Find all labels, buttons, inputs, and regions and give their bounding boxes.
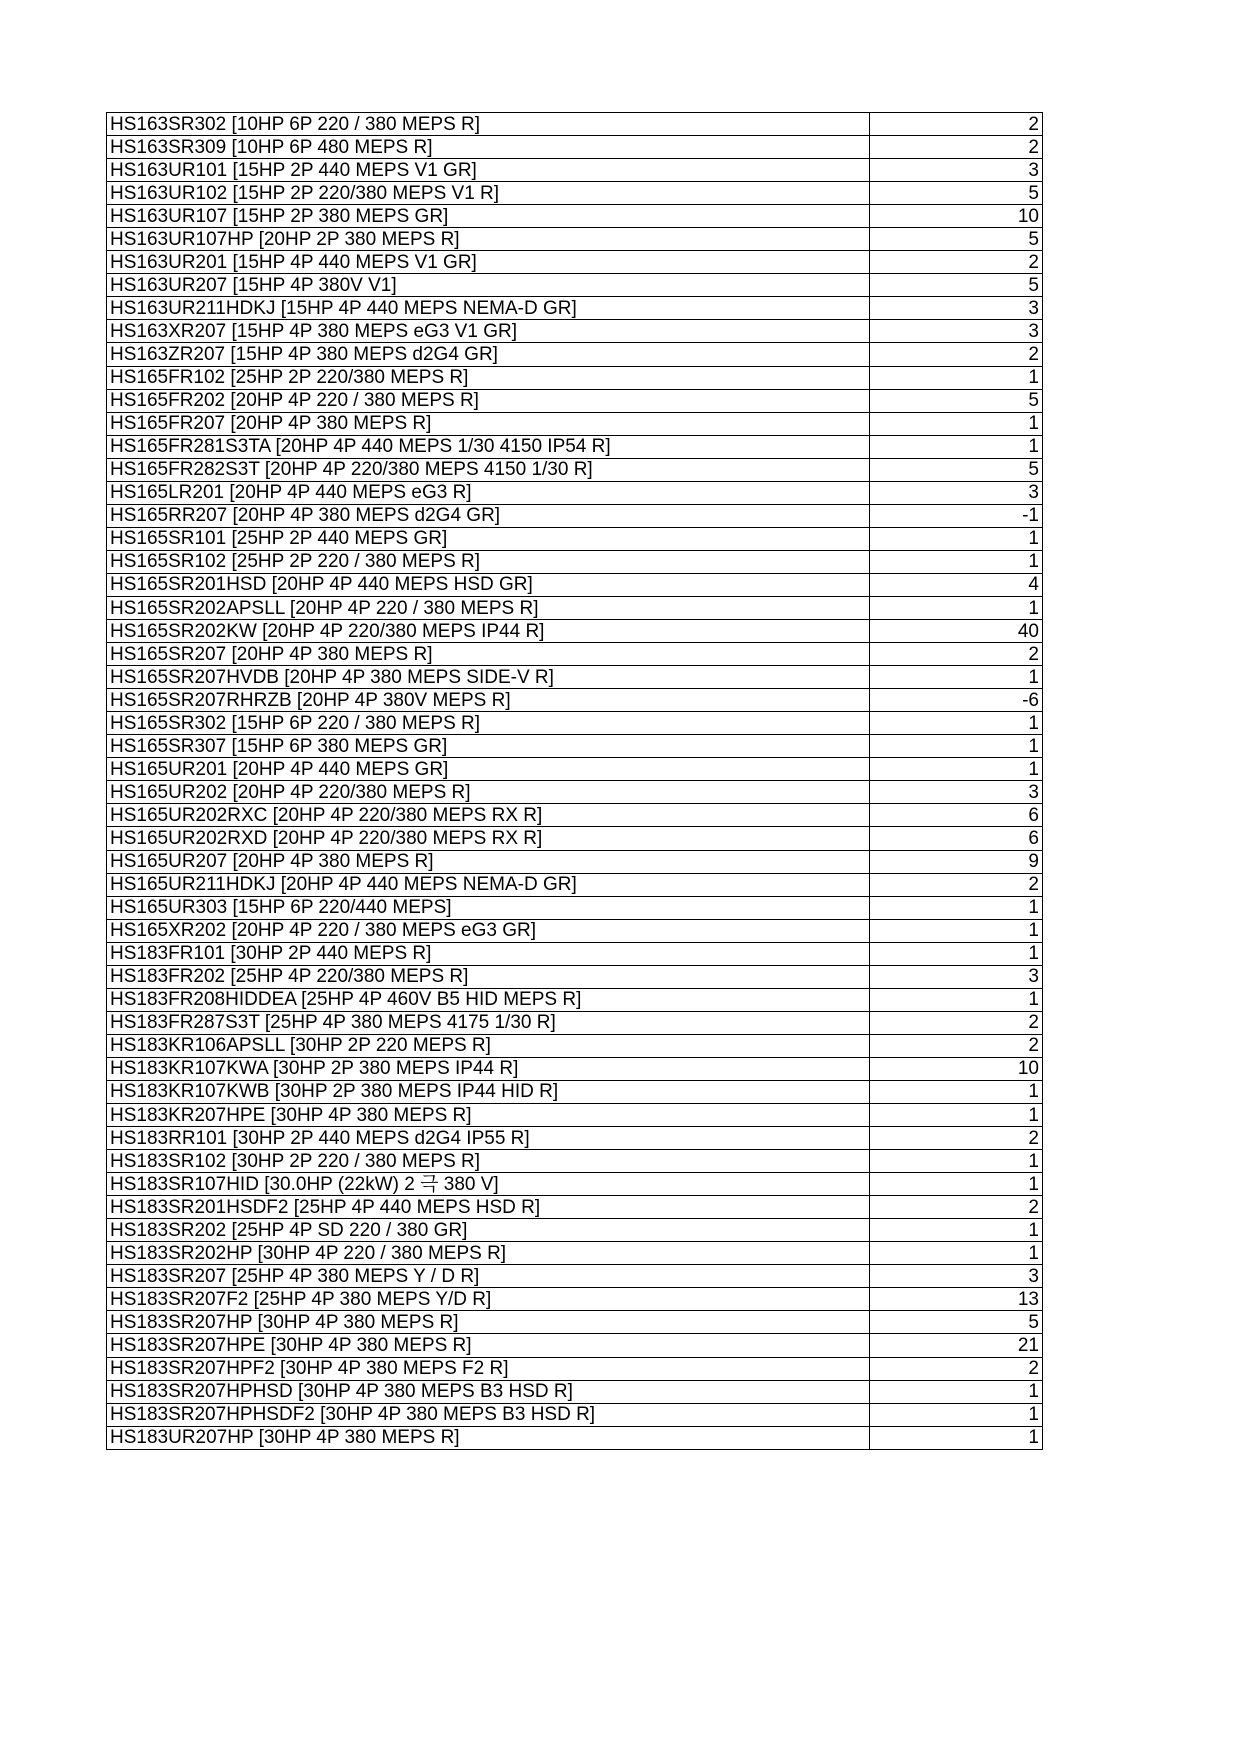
model-description-cell: HS183SR202HP [30HP 4P 220 / 380 MEPS R] xyxy=(107,1242,870,1265)
model-description-cell: HS165SR207HVDB [20HP 4P 380 MEPS SIDE-V R] xyxy=(107,666,870,689)
model-description-cell: HS183KR107KWB [30HP 2P 380 MEPS IP44 HID R] xyxy=(107,1080,870,1103)
quantity-cell: 5 xyxy=(870,458,1043,481)
table-row xyxy=(107,1127,1043,1150)
table-row xyxy=(107,735,1043,758)
table-row xyxy=(107,781,1043,804)
table-row xyxy=(107,965,1043,988)
table-row xyxy=(107,550,1043,573)
quantity-cell: -6 xyxy=(870,689,1043,712)
quantity-cell: 3 xyxy=(870,159,1043,182)
model-description-cell: HS165SR201HSD [20HP 4P 440 MEPS HSD GR] xyxy=(107,573,870,596)
table-row xyxy=(107,159,1043,182)
quantity-cell: 9 xyxy=(870,850,1043,873)
quantity-cell: 2 xyxy=(870,1196,1043,1219)
table-row xyxy=(107,758,1043,781)
model-description-cell: HS165UR202RXC [20HP 4P 220/380 MEPS RX R] xyxy=(107,804,870,827)
quantity-cell: 2 xyxy=(870,873,1043,896)
model-description-cell: HS183FR202 [25HP 4P 220/380 MEPS R] xyxy=(107,965,870,988)
table-row xyxy=(107,435,1043,458)
table-row xyxy=(107,412,1043,435)
quantity-cell: 1 xyxy=(870,1080,1043,1103)
table-row xyxy=(107,136,1043,159)
model-description-cell: HS163ZR207 [15HP 4P 380 MEPS d2G4 GR] xyxy=(107,343,870,366)
quantity-cell: 1 xyxy=(870,435,1043,458)
table-row xyxy=(107,228,1043,251)
model-description-cell: HS163UR211HDKJ [15HP 4P 440 MEPS NEMA-D GR] xyxy=(107,297,870,320)
model-description-cell: HS183FR101 [30HP 2P 440 MEPS R] xyxy=(107,942,870,965)
table-row xyxy=(107,527,1043,550)
model-description-cell: HS165FR207 [20HP 4P 380 MEPS R] xyxy=(107,412,870,435)
table-row xyxy=(107,1173,1043,1196)
table-row xyxy=(107,1311,1043,1334)
table-row xyxy=(107,1080,1043,1103)
table-row xyxy=(107,666,1043,689)
model-description-cell: HS165UR211HDKJ [20HP 4P 440 MEPS NEMA-D GR] xyxy=(107,873,870,896)
table-row xyxy=(107,712,1043,735)
quantity-cell: 5 xyxy=(870,228,1043,251)
quantity-cell: 5 xyxy=(870,1311,1043,1334)
table-row xyxy=(107,1242,1043,1265)
model-description-cell: HS165SR302 [15HP 6P 220 / 380 MEPS R] xyxy=(107,712,870,735)
model-description-cell: HS183KR207HPE [30HP 4P 380 MEPS R] xyxy=(107,1104,870,1127)
quantity-cell: 3 xyxy=(870,481,1043,504)
table-row xyxy=(107,988,1043,1011)
table-row xyxy=(107,1196,1043,1219)
table-row xyxy=(107,1334,1043,1357)
table-row xyxy=(107,919,1043,942)
quantity-cell: 1 xyxy=(870,919,1043,942)
model-description-cell: HS163UR207 [15HP 4P 380V V1] xyxy=(107,274,870,297)
table-row xyxy=(107,596,1043,619)
quantity-cell: 3 xyxy=(870,320,1043,343)
quantity-cell: 2 xyxy=(870,113,1043,136)
quantity-cell: 1 xyxy=(870,712,1043,735)
model-description-cell: HS163UR201 [15HP 4P 440 MEPS V1 GR] xyxy=(107,251,870,274)
quantity-cell: 5 xyxy=(870,274,1043,297)
model-description-cell: HS165SR202KW [20HP 4P 220/380 MEPS IP44 R] xyxy=(107,620,870,643)
quantity-cell: 1 xyxy=(870,988,1043,1011)
quantity-cell: 3 xyxy=(870,1265,1043,1288)
quantity-cell: 3 xyxy=(870,781,1043,804)
table-row xyxy=(107,481,1043,504)
table-row xyxy=(107,297,1043,320)
quantity-cell: 6 xyxy=(870,804,1043,827)
table-row xyxy=(107,389,1043,412)
quantity-cell: 5 xyxy=(870,182,1043,205)
model-description-cell: HS183SR207HPF2 [30HP 4P 380 MEPS F2 R] xyxy=(107,1357,870,1380)
table-row xyxy=(107,1265,1043,1288)
model-description-cell: HS163XR207 [15HP 4P 380 MEPS eG3 V1 GR] xyxy=(107,320,870,343)
quantity-cell: 1 xyxy=(870,896,1043,919)
model-description-cell: HS165FR202 [20HP 4P 220 / 380 MEPS R] xyxy=(107,389,870,412)
model-description-cell: HS183SR207F2 [25HP 4P 380 MEPS Y/D R] xyxy=(107,1288,870,1311)
model-description-cell: HS165UR202RXD [20HP 4P 220/380 MEPS RX R] xyxy=(107,827,870,850)
model-description-cell: HS183KR106APSLL [30HP 2P 220 MEPS R] xyxy=(107,1034,870,1057)
model-description-cell: HS183KR107KWA [30HP 2P 380 MEPS IP44 R] xyxy=(107,1057,870,1080)
quantity-cell: 2 xyxy=(870,1127,1043,1150)
inventory-table xyxy=(106,112,1043,1450)
model-description-cell: HS165RR207 [20HP 4P 380 MEPS d2G4 GR] xyxy=(107,504,870,527)
model-description-cell: HS165SR207RHRZB [20HP 4P 380V MEPS R] xyxy=(107,689,870,712)
model-description-cell: HS163SR302 [10HP 6P 220 / 380 MEPS R] xyxy=(107,113,870,136)
quantity-cell: 1 xyxy=(870,1104,1043,1127)
inventory-table-body xyxy=(107,113,1043,1450)
model-description-cell: HS165SR207 [20HP 4P 380 MEPS R] xyxy=(107,643,870,666)
quantity-cell: 1 xyxy=(870,735,1043,758)
table-row xyxy=(107,251,1043,274)
model-description-cell: HS165UR303 [15HP 6P 220/440 MEPS] xyxy=(107,896,870,919)
quantity-cell: 2 xyxy=(870,1357,1043,1380)
quantity-cell: 1 xyxy=(870,527,1043,550)
quantity-cell: 10 xyxy=(870,1057,1043,1080)
table-row xyxy=(107,458,1043,481)
table-row xyxy=(107,1380,1043,1403)
model-description-cell: HS183UR207HP [30HP 4P 380 MEPS R] xyxy=(107,1426,870,1449)
quantity-cell: 2 xyxy=(870,343,1043,366)
table-row xyxy=(107,896,1043,919)
quantity-cell: 1 xyxy=(870,412,1043,435)
table-row xyxy=(107,573,1043,596)
quantity-cell: 1 xyxy=(870,942,1043,965)
table-row xyxy=(107,804,1043,827)
model-description-cell: HS183SR207HPHSDF2 [30HP 4P 380 MEPS B3 HSD R] xyxy=(107,1403,870,1426)
quantity-cell: 1 xyxy=(870,1150,1043,1173)
table-row xyxy=(107,873,1043,896)
model-description-cell: HS163UR107HP [20HP 2P 380 MEPS R] xyxy=(107,228,870,251)
table-row xyxy=(107,689,1043,712)
model-description-cell: HS183FR208HIDDEA [25HP 4P 460V B5 HID MEPS R] xyxy=(107,988,870,1011)
quantity-cell: 2 xyxy=(870,1034,1043,1057)
table-row xyxy=(107,274,1043,297)
table-row xyxy=(107,1150,1043,1173)
quantity-cell: 1 xyxy=(870,596,1043,619)
quantity-cell: 1 xyxy=(870,366,1043,389)
model-description-cell: HS165XR202 [20HP 4P 220 / 380 MEPS eG3 GR] xyxy=(107,919,870,942)
model-description-cell: HS183RR101 [30HP 2P 440 MEPS d2G4 IP55 R] xyxy=(107,1127,870,1150)
model-description-cell: HS163UR107 [15HP 2P 380 MEPS GR] xyxy=(107,205,870,228)
quantity-cell: 40 xyxy=(870,620,1043,643)
quantity-cell: 1 xyxy=(870,758,1043,781)
model-description-cell: HS163UR102 [15HP 2P 220/380 MEPS V1 R] xyxy=(107,182,870,205)
quantity-cell: 2 xyxy=(870,643,1043,666)
table-row xyxy=(107,320,1043,343)
table-row xyxy=(107,205,1043,228)
table-row xyxy=(107,1034,1043,1057)
table-row xyxy=(107,850,1043,873)
table-row xyxy=(107,1357,1043,1380)
model-description-cell: HS183SR107HID [30.0HP (22kW) 2 극 380 V] xyxy=(107,1173,870,1196)
quantity-cell: 6 xyxy=(870,827,1043,850)
model-description-cell: HS183SR207HP [30HP 4P 380 MEPS R] xyxy=(107,1311,870,1334)
quantity-cell: 21 xyxy=(870,1334,1043,1357)
quantity-cell: 13 xyxy=(870,1288,1043,1311)
table-row xyxy=(107,1011,1043,1034)
model-description-cell: HS183SR207HPHSD [30HP 4P 380 MEPS B3 HSD R] xyxy=(107,1380,870,1403)
model-description-cell: HS183SR207 [25HP 4P 380 MEPS Y / D R] xyxy=(107,1265,870,1288)
quantity-cell: 1 xyxy=(870,1380,1043,1403)
quantity-cell: 4 xyxy=(870,573,1043,596)
quantity-cell: 1 xyxy=(870,550,1043,573)
quantity-cell: 10 xyxy=(870,205,1043,228)
model-description-cell: HS183SR201HSDF2 [25HP 4P 440 MEPS HSD R] xyxy=(107,1196,870,1219)
quantity-cell: 3 xyxy=(870,297,1043,320)
model-description-cell: HS183SR202 [25HP 4P SD 220 / 380 GR] xyxy=(107,1219,870,1242)
table-row xyxy=(107,1288,1043,1311)
quantity-cell: 2 xyxy=(870,251,1043,274)
model-description-cell: HS165SR101 [25HP 2P 440 MEPS GR] xyxy=(107,527,870,550)
quantity-cell: 1 xyxy=(870,1173,1043,1196)
table-row xyxy=(107,620,1043,643)
table-row xyxy=(107,1057,1043,1080)
model-description-cell: HS165SR307 [15HP 6P 380 MEPS GR] xyxy=(107,735,870,758)
model-description-cell: HS163SR309 [10HP 6P 480 MEPS R] xyxy=(107,136,870,159)
model-description-cell: HS165FR281S3TA [20HP 4P 440 MEPS 1/30 4150 IP54 R] xyxy=(107,435,870,458)
model-description-cell: HS165LR201 [20HP 4P 440 MEPS eG3 R] xyxy=(107,481,870,504)
model-description-cell: HS183SR207HPE [30HP 4P 380 MEPS R] xyxy=(107,1334,870,1357)
table-row xyxy=(107,182,1043,205)
quantity-cell: 1 xyxy=(870,1403,1043,1426)
table-row xyxy=(107,643,1043,666)
table-row xyxy=(107,942,1043,965)
quantity-cell: 1 xyxy=(870,1426,1043,1449)
table-row xyxy=(107,1219,1043,1242)
quantity-cell: 1 xyxy=(870,666,1043,689)
quantity-cell: 3 xyxy=(870,965,1043,988)
model-description-cell: HS163UR101 [15HP 2P 440 MEPS V1 GR] xyxy=(107,159,870,182)
quantity-cell: 5 xyxy=(870,389,1043,412)
table-row xyxy=(107,366,1043,389)
model-description-cell: HS183SR102 [30HP 2P 220 / 380 MEPS R] xyxy=(107,1150,870,1173)
quantity-cell: 2 xyxy=(870,1011,1043,1034)
model-description-cell: HS165UR202 [20HP 4P 220/380 MEPS R] xyxy=(107,781,870,804)
model-description-cell: HS165UR207 [20HP 4P 380 MEPS R] xyxy=(107,850,870,873)
table-row xyxy=(107,1104,1043,1127)
model-description-cell: HS165SR202APSLL [20HP 4P 220 / 380 MEPS R] xyxy=(107,596,870,619)
inventory-sheet xyxy=(106,112,1042,1450)
table-row xyxy=(107,343,1043,366)
quantity-cell: 1 xyxy=(870,1219,1043,1242)
table-row xyxy=(107,504,1043,527)
table-row xyxy=(107,1426,1043,1449)
quantity-cell: 2 xyxy=(870,136,1043,159)
model-description-cell: HS165FR102 [25HP 2P 220/380 MEPS R] xyxy=(107,366,870,389)
model-description-cell: HS165FR282S3T [20HP 4P 220/380 MEPS 4150 1/30 R] xyxy=(107,458,870,481)
model-description-cell: HS165SR102 [25HP 2P 220 / 380 MEPS R] xyxy=(107,550,870,573)
table-row xyxy=(107,827,1043,850)
table-row xyxy=(107,113,1043,136)
model-description-cell: HS165UR201 [20HP 4P 440 MEPS GR] xyxy=(107,758,870,781)
quantity-cell: 1 xyxy=(870,1242,1043,1265)
table-row xyxy=(107,1403,1043,1426)
quantity-cell: -1 xyxy=(870,504,1043,527)
model-description-cell: HS183FR287S3T [25HP 4P 380 MEPS 4175 1/30 R] xyxy=(107,1011,870,1034)
